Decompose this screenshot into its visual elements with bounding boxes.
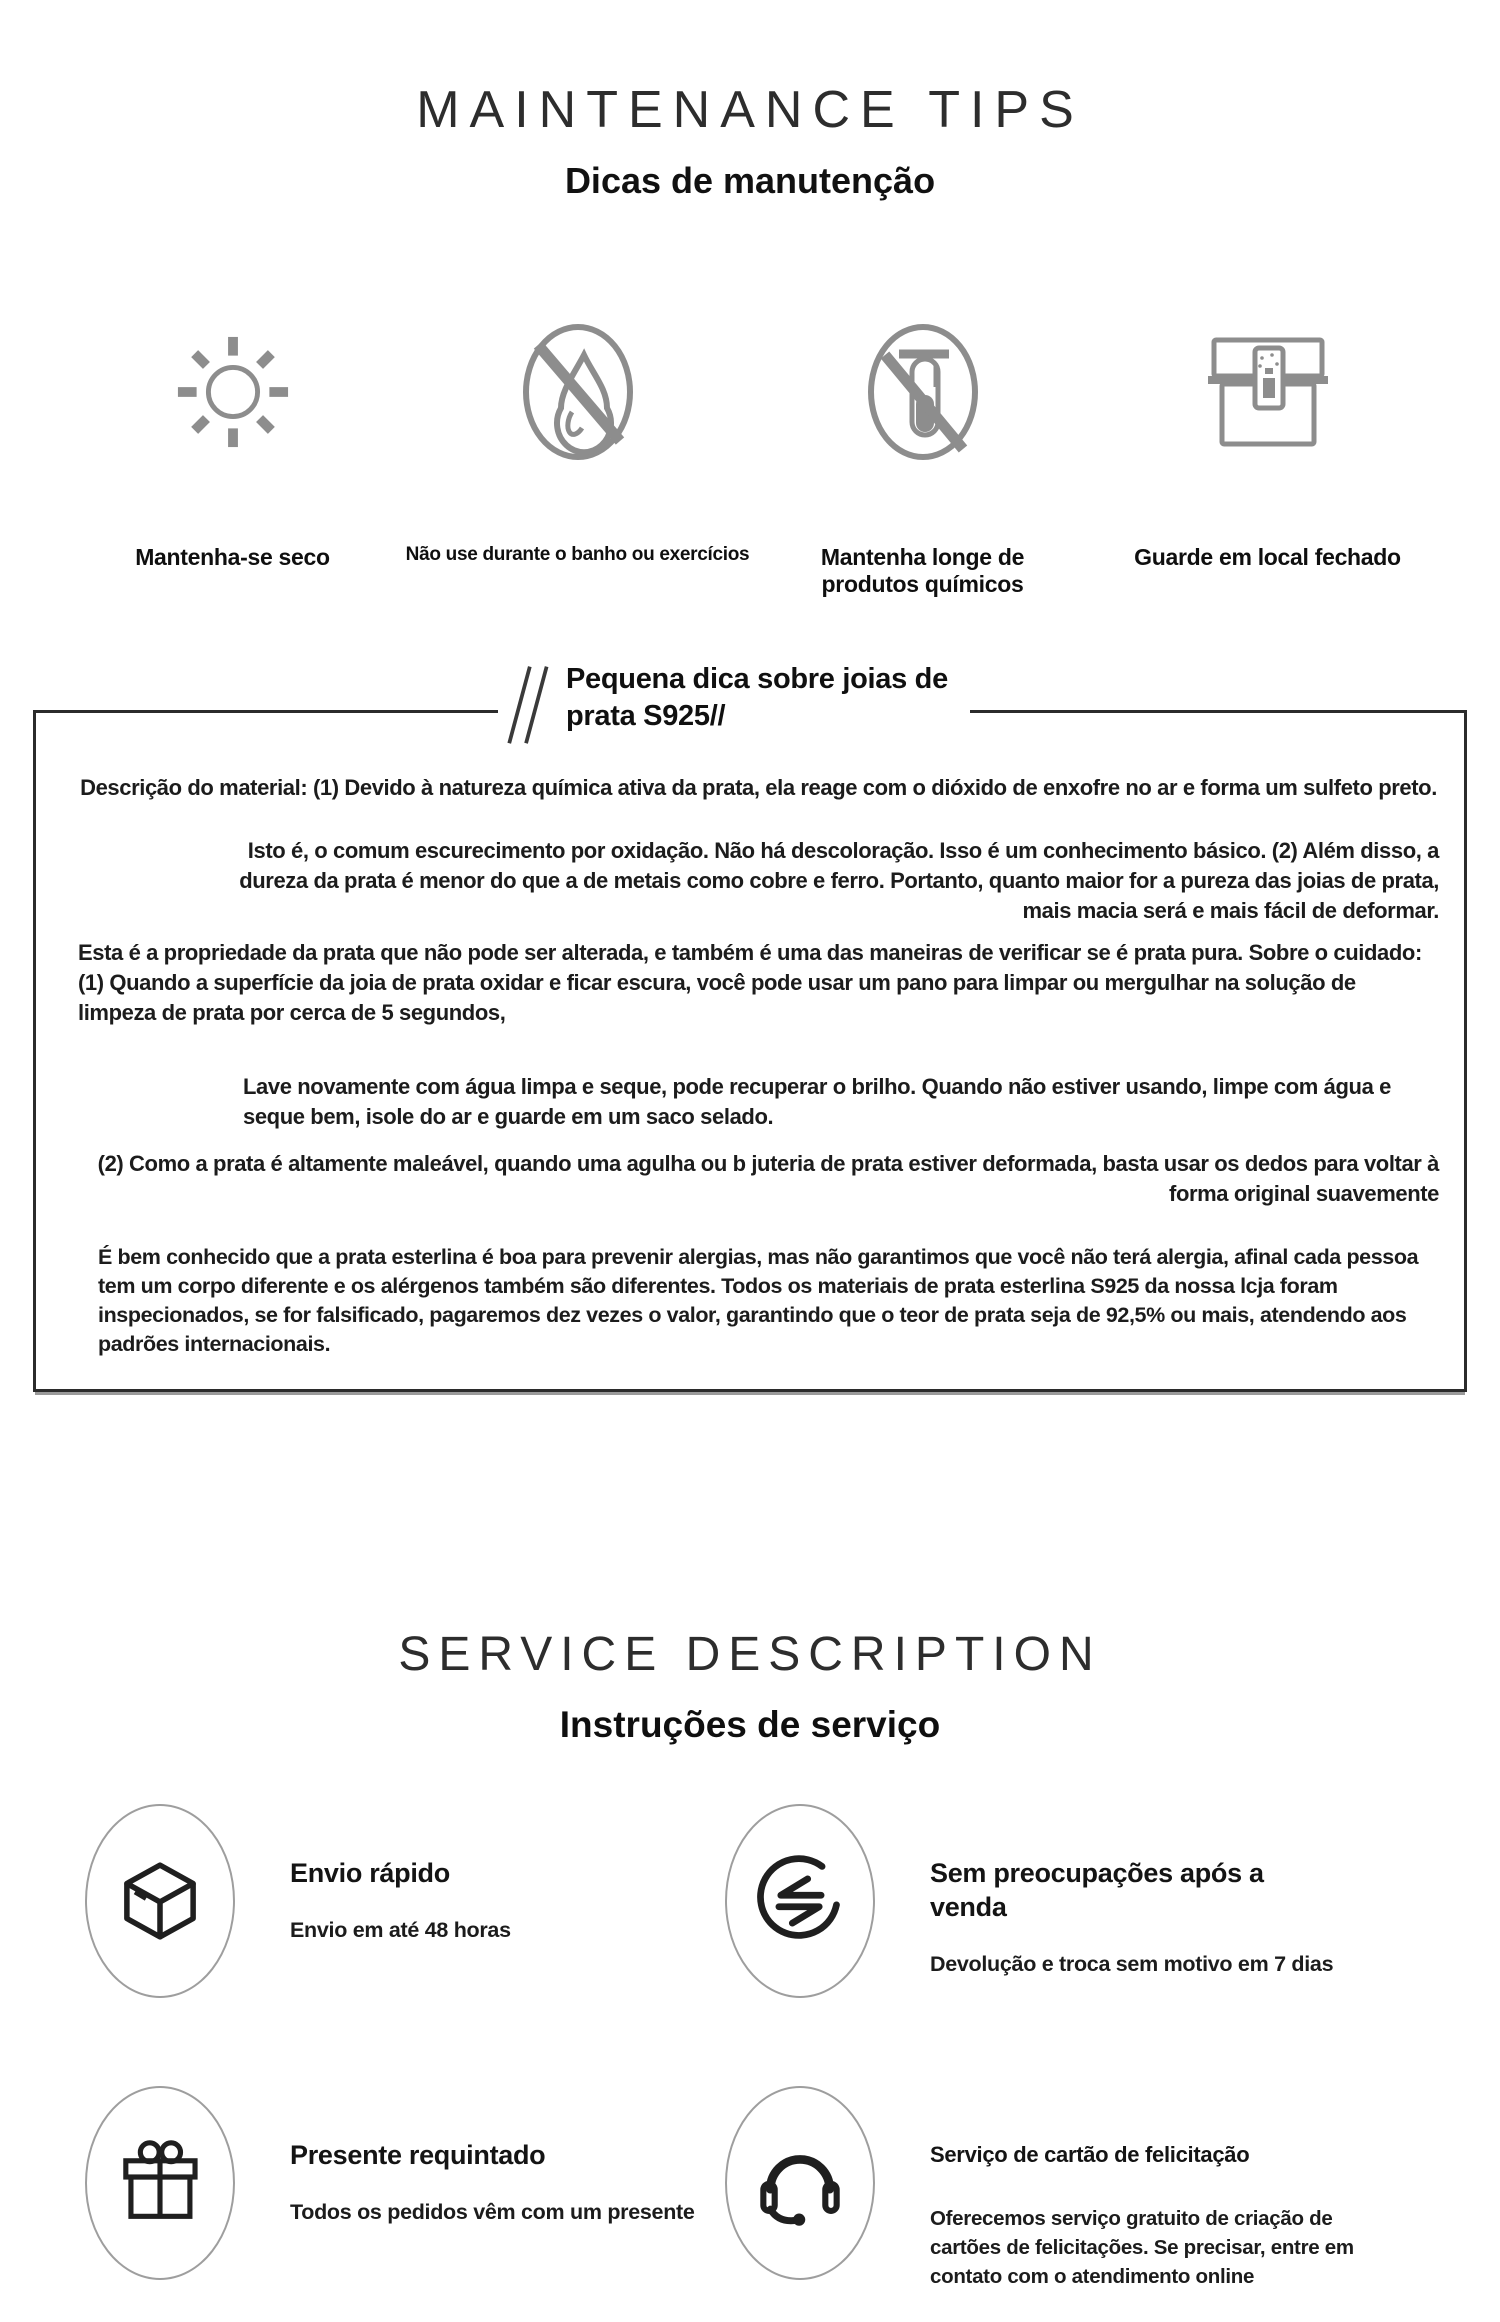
silver-tips-box <box>33 663 1467 1392</box>
service-item-desc: Todos os pedidos vêm com um presente <box>290 2200 695 2224</box>
no-chemicals-icon <box>863 302 983 482</box>
headset-icon <box>725 2086 875 2280</box>
service-item-aftersale <box>725 1804 1415 1998</box>
maintenance-subtitle: Dicas de manutenção <box>564 160 936 201</box>
service-item-desc: Devolução e troca sem motivo em 7 dias <box>930 1952 1334 1976</box>
service-grid <box>85 1804 1415 2291</box>
tips-heading-text: Pequena dica sobre joias de prata S925// <box>566 663 948 732</box>
service-text <box>290 1804 511 1945</box>
service-item-title: Presente requintado <box>290 2140 546 2170</box>
service-item-gift <box>85 2086 725 2291</box>
tip-label: Guarde em local fechado <box>1134 544 1401 570</box>
double-slash-icon <box>504 661 550 752</box>
service-item-shipping <box>85 1804 725 1998</box>
tip-label: Mantenha-se seco <box>135 544 330 570</box>
gift-icon <box>85 2086 235 2280</box>
service-item-title: Envio rápido <box>290 1858 450 1888</box>
service-text <box>930 2086 1385 2291</box>
maintenance-title: MAINTENANCE TIPS <box>416 81 1084 139</box>
tip-label: Não use durante o banho ou exercícios <box>405 544 750 565</box>
exchange-icon <box>725 1804 875 1998</box>
tips-paragraph: Esta é a propriedade da prata que não pode ser alterada, e também é uma das maneiras de verificar se é prata pura. Sobre o cuidado: (1) Quando a superfície da joia de prata oxidar e ficar escura, você pode usar um pano para limpar ou mergulhar na solução de limpeza de prata por cerca de 5 segundos, <box>78 940 1422 1025</box>
service-item-greeting-card <box>725 2086 1415 2291</box>
maintenance-icons-row <box>60 302 1440 598</box>
tips-paragraph: Descrição do material: (1) Devido à natureza química ativa da prata, ela reage com o dióxido de enxofre no ar e forma um sulfeto preto. <box>80 775 1437 800</box>
tip-keep-dry <box>60 302 405 598</box>
service-item-desc: Envio em até 48 horas <box>290 1918 511 1942</box>
tips-paragraph: Isto é, o comum escurecimento por oxidação. Não há descoloração. Isso é um conhecimento básico. (2) Além disso, a dureza da prata é menor do que a de metais como cobre e ferro. Portanto, quanto maior for a pureza das joias de prata, mais macia será e mais fácil de deformar. <box>239 838 1439 923</box>
service-subtitle: Instruções de serviço <box>559 1704 941 1745</box>
service-title: SERVICE DESCRIPTION <box>398 1628 1102 1681</box>
sun-icon <box>174 302 292 482</box>
no-water-icon <box>518 302 638 482</box>
tip-no-chemicals <box>750 302 1095 598</box>
tips-paragraph: (2) Como a prata é altamente maleável, quando uma agulha ou b juteria de prata estiver deformada, basta usar os dedos para voltar à forma original suavemente <box>97 1151 1439 1206</box>
sealed-box-icon <box>1200 302 1336 482</box>
service-item-desc: Oferecemos serviço gratuito de criação de cartões de felicitações. Se precisar, entre em contato com o atendimento online <box>930 2207 1354 2288</box>
tips-paragraph: Lave novamente com água limpa e seque, pode recuperar o brilho. Quando não estiver usando, limpe com água e seque bem, isole do ar e guarde em um saco selado. <box>243 1074 1391 1129</box>
service-item-title: Serviço de cartão de felicitação <box>930 2142 1250 2167</box>
service-text <box>290 2086 695 2227</box>
package-icon <box>85 1804 235 1998</box>
tip-label: Mantenha longe de produtos químicos <box>820 544 1025 597</box>
tip-store-sealed <box>1095 302 1440 598</box>
service-item-title: Sem preocupações após a venda <box>930 1858 1264 1922</box>
tip-no-water <box>405 302 750 598</box>
service-text <box>930 1804 1333 1979</box>
tips-box-heading <box>498 661 970 758</box>
allergy-warning-text: É bem conhecido que a prata esterlina é boa para prevenir alergias, mas não garantimos que você não terá alergia, afinal cada pessoa tem um corpo diferente e os alérgenos também são diferentes. Todos os materiais de prata esterlina S925 da nossa lcja foram inspecionados, se for falsificado, pagaremos dez vezes o valor, garantindo que o teor de prata seja de 92,5% ou mais, atendendo aos padrões internacionais. <box>98 1245 1419 1356</box>
